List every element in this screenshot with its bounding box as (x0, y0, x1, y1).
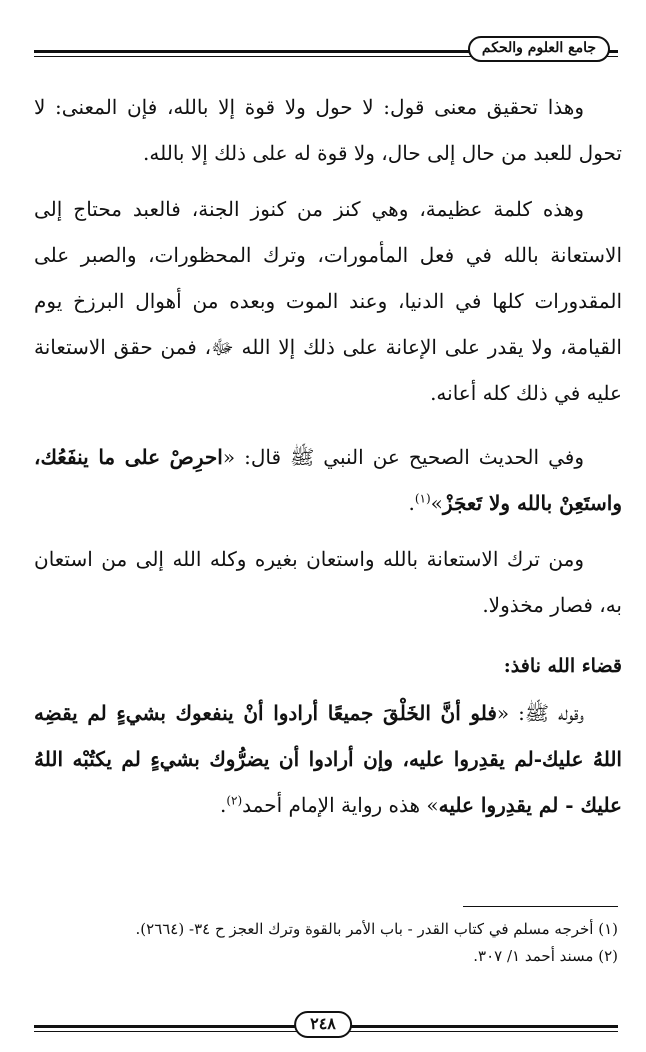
paragraph-1: وهذا تحقيق معنى قول: لا حول ولا قوة إلا بالله، فإن المعنى: لا تحول للعبد من حال إلى حال، ولا قوة له على ذلك إلا بالله. (34, 95, 622, 165)
footnote-ref-1: (١) (414, 491, 431, 506)
paragraph-2: وهذه كلمة عظيمة، وهي كنز من كنوز الجنة، فالعبد محتاج إلى الاستعانة بالله في فعل المأمورات، وترك المحظورات، والصبر على المقدورات كلها في الدنيا، وعند الموت وبعده من أهوال البرزخ يوم القيامة، ولا يقدر على الإعانة على ذلك إلا الله ﷻ، فمن حقق الاستعانة عليه في ذلك كله أعانه. (34, 197, 622, 405)
paragraph-hadith (34, 434, 622, 526)
final-intro: وقوله ﷺ: « (496, 701, 584, 725)
footnote-1: (١) أخرجه مسلم في كتاب القدر - باب الأمر بالقوة وترك العجز ح ٣٤- (٢٦٦٤). (135, 920, 618, 938)
final-end: . (219, 793, 227, 817)
hadith-quote: احرِصْ على ما ينفَعُك، واستَعِنْ بالله ولا تَعجَزْ (34, 445, 622, 515)
footnote-ref-2: (٢) (226, 793, 243, 808)
hadith-end: . (408, 491, 415, 515)
hadith-close: » (430, 491, 443, 515)
footnote-separator (463, 906, 618, 907)
main-text (34, 84, 622, 846)
final-close: » هذه رواية الإمام أحمد (242, 793, 439, 817)
footnotes (34, 916, 618, 970)
section-heading: قضاء الله نافذ: (503, 655, 622, 677)
page-number: ٢٤٨ (294, 1011, 352, 1038)
final-quote: فلو أنَّ الخَلْقَ جميعًا أرادوا أنْ ينفعوك بشيءٍ لم يقضِه اللهُ عليك-لم يقدِروا عليه، وإن أرادوا أن يضرُّوك بشيءٍ لم يكتُبْه اللهُ عليك - لم يقدِروا عليه (34, 701, 622, 817)
paragraph-4: ومن ترك الاستعانة بالله واستعان بغيره وكله الله إلى من استعان به، فصار مخذولا. (34, 547, 622, 617)
paragraph-final (34, 690, 622, 828)
footnote-2: (٢) مسند أحمد ١/ ٣٠٧. (473, 947, 618, 965)
running-header-title: جامع العلوم والحكم (468, 36, 610, 62)
hadith-intro: وفي الحديث الصحيح عن النبي ﷺ قال: « (222, 445, 585, 469)
